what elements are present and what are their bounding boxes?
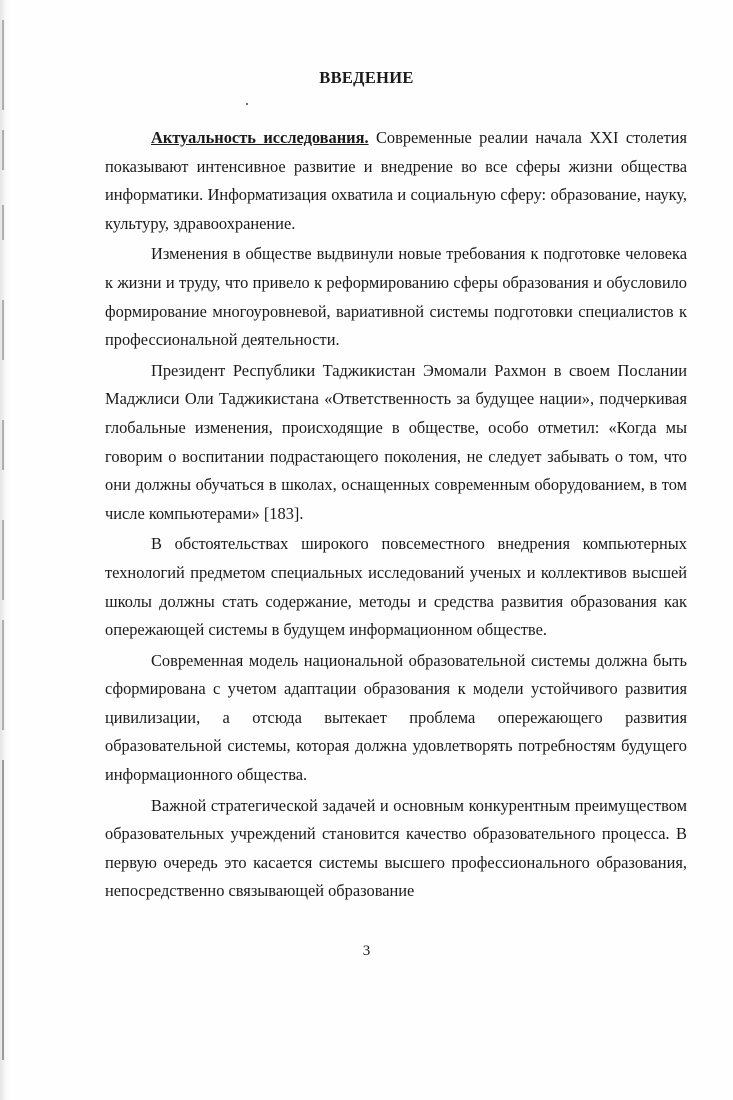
scan-binding-edge — [0, 0, 10, 1100]
document-heading: ВВЕДЕНИЕ — [319, 68, 414, 87]
document-body — [105, 124, 687, 908]
scan-mark — [2, 300, 4, 360]
paragraph: В обстоятельствах широкого повсеместного внедрения компьютерных технологий предметом специальных исследований ученых и коллективов высшей школы должны стать содержание, методы и средства развития образования как опережающей системы в будущем информационном обществе. — [105, 534, 687, 640]
paragraph-relevance — [105, 124, 687, 238]
scan-mark — [2, 205, 4, 240]
paragraph: Изменения в обществе выдвинули новые требования к подготовке человека к жизни и труду, что привело к реформированию сферы образования и обусловило формирование многоуровневой, вариативной системы подготовки специалистов к профессиональной деятельности. — [105, 244, 687, 350]
scan-mark — [2, 620, 4, 730]
paragraph: Важной стратегической задачей и основным конкурентным преимуществом образовательных учреждений становится качество образовательного процесса. В первую очередь это касается системы высшего профессионального образования, непосредственно связывающей образование — [105, 795, 687, 901]
paragraph-lead-term: Актуальность исследования. — [151, 128, 369, 147]
scan-mark — [2, 520, 4, 600]
scan-speck — [246, 103, 248, 105]
page-number: 3 — [362, 943, 371, 959]
scan-mark — [2, 420, 4, 470]
scan-mark — [2, 130, 4, 170]
scan-mark — [2, 760, 4, 1060]
paragraph-text: Современные реалии начала XXI столетия показывают интенсивное развитие и внедрение во все сферы жизни общества информатики. Информатизация охватила и социальную сферу: образование, науку, культуру, здравоохранение. — [105, 128, 687, 233]
paragraph: Президент Республики Таджикистан Эмомали Рахмон в своем Послании Маджлиси Оли Таджикистана «Ответственность за будущее нации», подчеркивая глобальные изменения, происходящие в обществе, особо отметил: «Когда мы говорим о воспитании подрастающего поколения, не следует забывать о том, что они должны обучаться в школах, оснащенных современным оборудованием, в том числе компьютерами» [183]. — [105, 360, 687, 523]
paragraph: Современная модель национальной образовательной системы должна быть сформирована с учетом адаптации образования к модели устойчивого развития цивилизации, а отсюда вытекает проблема опережающего развития образовательной системы, которая должна удовлетворять потребностям будущего информационного общества. — [105, 650, 687, 785]
scan-mark — [2, 20, 4, 110]
